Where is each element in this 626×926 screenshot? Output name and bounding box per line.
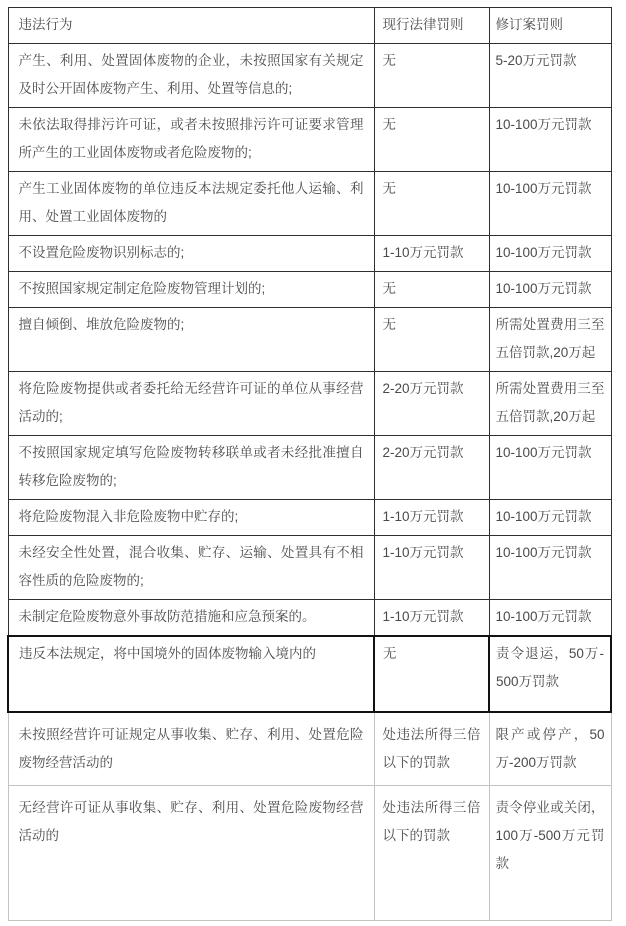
table-row	[8, 500, 611, 536]
cell-revised-penalty: 10-100万元罚款	[489, 272, 611, 308]
cell-violation: 不按照国家规定填写危险废物转移联单或者未经批准擅自转移危险废物的;	[8, 436, 374, 500]
table-row	[8, 600, 611, 637]
cell-violation: 擅自倾倒、堆放危险废物的;	[8, 308, 374, 372]
cell-revised-penalty: 10-100万元罚款	[489, 500, 611, 536]
cell-revised-penalty: 限产或停产，50万-200万罚款	[489, 712, 611, 786]
cell-violation: 未按照经营许可证规定从事收集、贮存、利用、处置危险废物经营活动的	[8, 712, 374, 786]
cell-revised-penalty: 10-100万元罚款	[489, 236, 611, 272]
cell-violation: 未制定危险废物意外事故防范措施和应急预案的。	[8, 600, 374, 637]
cell-current-penalty: 1-10万元罚款	[374, 500, 489, 536]
cell-current-penalty: 处违法所得三倍以下的罚款	[374, 712, 489, 786]
cell-current-penalty: 1-10万元罚款	[374, 600, 489, 637]
column-header-current-penalty: 现行法律罚则	[374, 8, 489, 44]
cell-current-penalty: 无	[374, 272, 489, 308]
cell-current-penalty: 1-10万元罚款	[374, 536, 489, 600]
cell-revised-penalty: 责令停业或关闭，100万-500万元罚款	[489, 786, 611, 921]
cell-current-penalty: 2-20万元罚款	[374, 436, 489, 500]
cell-current-penalty: 处违法所得三倍以下的罚款	[374, 786, 489, 921]
cell-revised-penalty: 10-100万元罚款	[489, 172, 611, 236]
cell-revised-penalty: 责令退运，50万-500万罚款	[489, 636, 611, 712]
table-row	[8, 308, 611, 372]
cell-revised-penalty: 所需处置费用三至五倍罚款,20万起	[489, 372, 611, 436]
table-row	[8, 372, 611, 436]
cell-revised-penalty: 5-20万元罚款	[489, 44, 611, 108]
cell-current-penalty: 1-10万元罚款	[374, 236, 489, 272]
table-row	[8, 712, 611, 786]
cell-revised-penalty: 10-100万元罚款	[489, 436, 611, 500]
cell-violation: 将危险废物混入非危险废物中贮存的;	[8, 500, 374, 536]
cell-violation: 未经安全性处置，混合收集、贮存、运输、处置具有不相容性质的危险废物的;	[8, 536, 374, 600]
cell-revised-penalty: 所需处置费用三至五倍罚款,20万起	[489, 308, 611, 372]
penalty-table	[7, 7, 612, 921]
table-row	[8, 436, 611, 500]
cell-violation: 产生工业固体废物的单位违反本法规定委托他人运输、利用、处置工业固体废物的	[8, 172, 374, 236]
table-row	[8, 108, 611, 172]
cell-violation: 未依法取得排污许可证，或者未按照排污许可证要求管理所产生的工业固体废物或者危险废物的;	[8, 108, 374, 172]
cell-violation: 不按照国家规定制定危险废物管理计划的;	[8, 272, 374, 308]
cell-current-penalty: 无	[374, 44, 489, 108]
table-row	[8, 236, 611, 272]
cell-violation: 产生、利用、处置固体废物的企业，未按照国家有关规定及时公开固体废物产生、利用、处置等信息的;	[8, 44, 374, 108]
cell-violation: 将危险废物提供或者委托给无经营许可证的单位从事经营活动的;	[8, 372, 374, 436]
column-header-revised-penalty: 修订案罚则	[489, 8, 611, 44]
cell-current-penalty: 无	[374, 172, 489, 236]
cell-current-penalty: 2-20万元罚款	[374, 372, 489, 436]
table-row	[8, 172, 611, 236]
cell-current-penalty: 无	[374, 108, 489, 172]
table-row	[8, 786, 611, 921]
table-row	[8, 536, 611, 600]
cell-revised-penalty: 10-100万元罚款	[489, 536, 611, 600]
cell-current-penalty: 无	[374, 308, 489, 372]
cell-current-penalty: 无	[374, 636, 489, 712]
cell-revised-penalty: 10-100万元罚款	[489, 600, 611, 637]
cell-revised-penalty: 10-100万元罚款	[489, 108, 611, 172]
table-row	[8, 636, 611, 712]
table-row	[8, 272, 611, 308]
column-header-violation: 违法行为	[8, 8, 374, 44]
table-row	[8, 44, 611, 108]
table-header-row	[8, 8, 611, 44]
cell-violation: 违反本法规定，将中国境外的固体废物输入境内的	[8, 636, 374, 712]
cell-violation: 无经营许可证从事收集、贮存、利用、处置危险废物经营活动的	[8, 786, 374, 921]
cell-violation: 不设置危险废物识别标志的;	[8, 236, 374, 272]
